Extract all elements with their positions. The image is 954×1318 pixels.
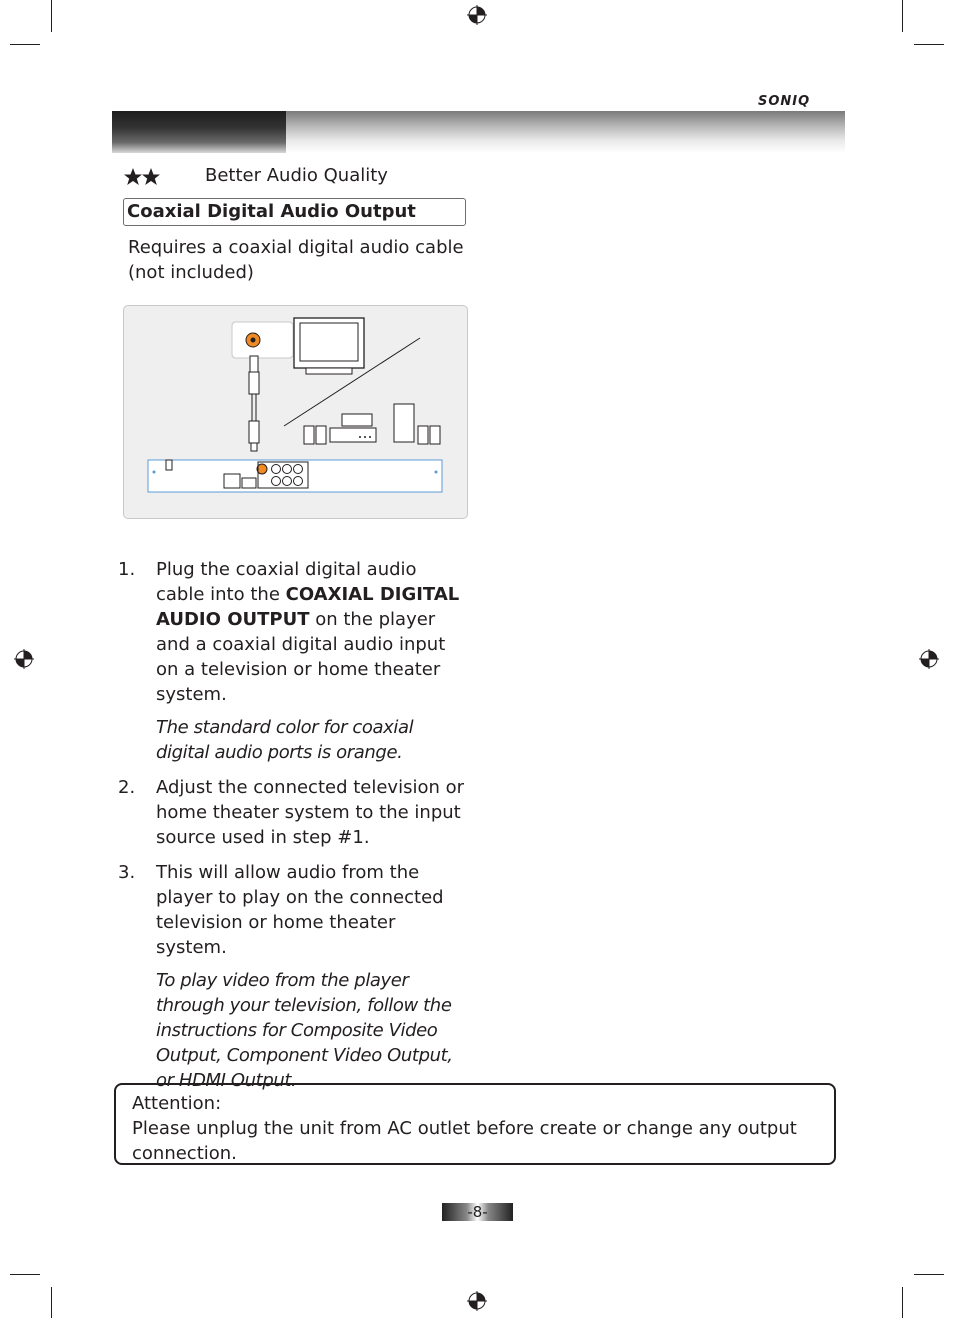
step-text: Adjust the connected television or home theater system to the input source used in step #1. xyxy=(156,777,465,848)
requirement-text: Requires a coaxial digital audio cable (not included) xyxy=(128,237,464,283)
step-number: 2. xyxy=(118,777,136,798)
step-note: To play video from the player through your television, follow the instructions for Composite Video Output, Component Video Output, or HDMI Output. xyxy=(156,970,453,1091)
registration-mark-icon xyxy=(467,5,487,25)
list-item xyxy=(118,775,468,850)
registration-mark-icon xyxy=(467,1291,487,1311)
list-item xyxy=(118,557,468,765)
attention-box xyxy=(114,1083,836,1165)
brand-logo: SONIQ xyxy=(758,94,811,109)
step-number: 3. xyxy=(118,862,136,883)
connection-diagram-illustration xyxy=(124,306,466,517)
list-item xyxy=(118,860,468,1093)
step-number: 1. xyxy=(118,559,136,580)
page-number: -8- xyxy=(467,1203,488,1221)
rating-stars-icon xyxy=(123,166,163,188)
quality-label: Better Audio Quality xyxy=(205,165,388,186)
crop-mark-top-left-h xyxy=(10,44,40,45)
crop-mark-bottom-right-v xyxy=(902,1287,903,1318)
header-bar-dark xyxy=(112,111,286,153)
crop-mark-bottom-left-v xyxy=(51,1287,52,1318)
registration-mark-icon xyxy=(919,649,939,669)
attention-text: Please unplug the unit from AC outlet before create or change any output connection. xyxy=(132,1118,797,1164)
connection-diagram xyxy=(123,305,468,519)
section-title: Coaxial Digital Audio Output xyxy=(127,201,416,222)
step-note: The standard color for coaxial digital audio ports is orange. xyxy=(156,717,414,763)
step-text: Plug the coaxial digital audio cable into the xyxy=(156,559,417,605)
registration-mark-icon xyxy=(14,649,34,669)
crop-mark-top-right-v xyxy=(902,0,903,32)
crop-mark-bottom-left-h xyxy=(10,1274,40,1275)
header-bar-light xyxy=(286,111,845,153)
crop-mark-bottom-right-h xyxy=(914,1274,944,1275)
step-text: This will allow audio from the player to play on the connected television or home theater system. xyxy=(156,862,444,958)
crop-mark-top-right-h xyxy=(914,44,944,45)
crop-mark-top-left-v xyxy=(51,0,52,32)
step-text: on the player and a coaxial digital audio input on a television or home theater system. xyxy=(156,609,446,705)
attention-label: Attention: xyxy=(132,1093,222,1114)
page-number-bar xyxy=(442,1203,513,1221)
step-emphasis: COAXIAL DIGITAL AUDIO OUTPUT xyxy=(156,584,460,630)
steps-list xyxy=(118,557,468,1103)
